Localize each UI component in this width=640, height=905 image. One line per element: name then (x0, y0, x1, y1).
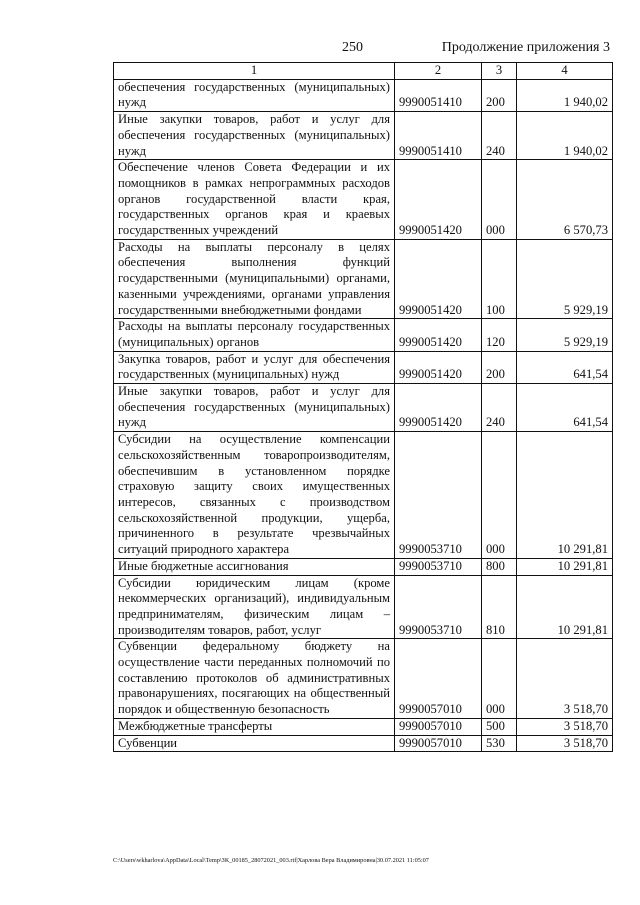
row-expense-type: 810 (482, 575, 517, 639)
row-sum: 1 940,02 (517, 112, 613, 160)
column-header-sum: 4 (517, 63, 613, 80)
table-row (114, 575, 613, 639)
row-code: 9990051410 (395, 112, 482, 160)
row-name: Субсидии юридическим лицам (кроме некоммерческих организаций), индивидуальным предпринимателям, физическим лицам – производителям товаров, работ, услуг (114, 575, 395, 639)
row-sum: 641,54 (517, 351, 613, 383)
table-row (114, 639, 613, 719)
row-code: 9990051420 (395, 351, 482, 383)
row-expense-type: 200 (482, 79, 517, 111)
row-code: 9990057010 (395, 639, 482, 719)
row-code: 9990051420 (395, 239, 482, 319)
file-path-footer: C:\Users\wkharlova\AppData\Local\Temp\ЗК_00185_28072021_003.rtf|Харлова Вера Владимировна|30.07.2021 11:05:07 (113, 857, 429, 864)
row-expense-type: 000 (482, 432, 517, 559)
table-header-row (114, 63, 613, 80)
row-sum: 1 940,02 (517, 79, 613, 111)
row-sum: 10 291,81 (517, 558, 613, 575)
row-name: Иные бюджетные ассигнования (114, 558, 395, 575)
row-sum: 641,54 (517, 384, 613, 432)
row-code: 9990051420 (395, 384, 482, 432)
table-row (114, 79, 613, 111)
row-code: 9990051420 (395, 160, 482, 240)
table-row (114, 319, 613, 351)
row-expense-type: 240 (482, 384, 517, 432)
row-code: 9990053710 (395, 432, 482, 559)
row-code: 9990057010 (395, 735, 482, 752)
row-expense-type: 530 (482, 735, 517, 752)
row-sum: 10 291,81 (517, 432, 613, 559)
row-sum: 3 518,70 (517, 639, 613, 719)
table-row (114, 735, 613, 752)
table-row (114, 112, 613, 160)
table-row (114, 384, 613, 432)
continuation-label: Продолжение приложения 3 (441, 40, 610, 55)
row-name: обеспечения государственных (муниципальных) нужд (114, 79, 395, 111)
row-code: 9990051420 (395, 319, 482, 351)
table-row (114, 718, 613, 735)
row-code: 9990053710 (395, 558, 482, 575)
row-sum: 3 518,70 (517, 735, 613, 752)
row-expense-type: 800 (482, 558, 517, 575)
row-name: Субвенции федеральному бюджету на осуществление части переданных полномочий по составлению протоколов об административных правонарушениях, посягающих на общественный порядок и общественную безопасность (114, 639, 395, 719)
row-expense-type: 120 (482, 319, 517, 351)
page-number: 250 (342, 40, 363, 55)
row-name: Субсидии на осуществление компенсации сельскохозяйственным товаропроизводителям, обеспечившим в установленном порядке страховую защиту своих имущественных интересов, связанных с производством сельскохозяйственной продукции, ущерба, причиненного в результате чрезвычайных ситуаций природного характера (114, 432, 395, 559)
row-sum: 3 518,70 (517, 718, 613, 735)
row-code: 9990057010 (395, 718, 482, 735)
row-sum: 6 570,73 (517, 160, 613, 240)
table-row (114, 351, 613, 383)
table-row (114, 558, 613, 575)
row-expense-type: 000 (482, 639, 517, 719)
row-name: Расходы на выплаты персоналу государственных (муниципальных) органов (114, 319, 395, 351)
row-expense-type: 200 (482, 351, 517, 383)
column-header-code: 2 (395, 63, 482, 80)
row-expense-type: 500 (482, 718, 517, 735)
row-expense-type: 240 (482, 112, 517, 160)
row-sum: 5 929,19 (517, 319, 613, 351)
row-sum: 10 291,81 (517, 575, 613, 639)
row-name: Обеспечение членов Совета Федерации и их помощников в рамках непрограммных расходов органов государственной власти края, государственных органов края и краевых государственных учреждений (114, 160, 395, 240)
row-code: 9990051410 (395, 79, 482, 111)
row-name: Закупка товаров, работ и услуг для обеспечения государственных (муниципальных) нужд (114, 351, 395, 383)
row-name: Иные закупки товаров, работ и услуг для обеспечения государственных (муниципальных) нужд (114, 384, 395, 432)
budget-table (113, 62, 613, 752)
table-row (114, 432, 613, 559)
table-row (114, 160, 613, 240)
row-expense-type: 100 (482, 239, 517, 319)
table-row (114, 239, 613, 319)
row-name: Расходы на выплаты персоналу в целях обеспечения выполнения функций государственными (муниципальными) органами, казенными учреждениями, органами управления государственными внебюджетными фондами (114, 239, 395, 319)
row-name: Иные закупки товаров, работ и услуг для обеспечения государственных (муниципальных) нужд (114, 112, 395, 160)
row-name: Межбюджетные трансферты (114, 718, 395, 735)
row-name: Субвенции (114, 735, 395, 752)
row-code: 9990053710 (395, 575, 482, 639)
column-header-name: 1 (114, 63, 395, 80)
row-sum: 5 929,19 (517, 239, 613, 319)
row-expense-type: 000 (482, 160, 517, 240)
column-header-type: 3 (482, 63, 517, 80)
